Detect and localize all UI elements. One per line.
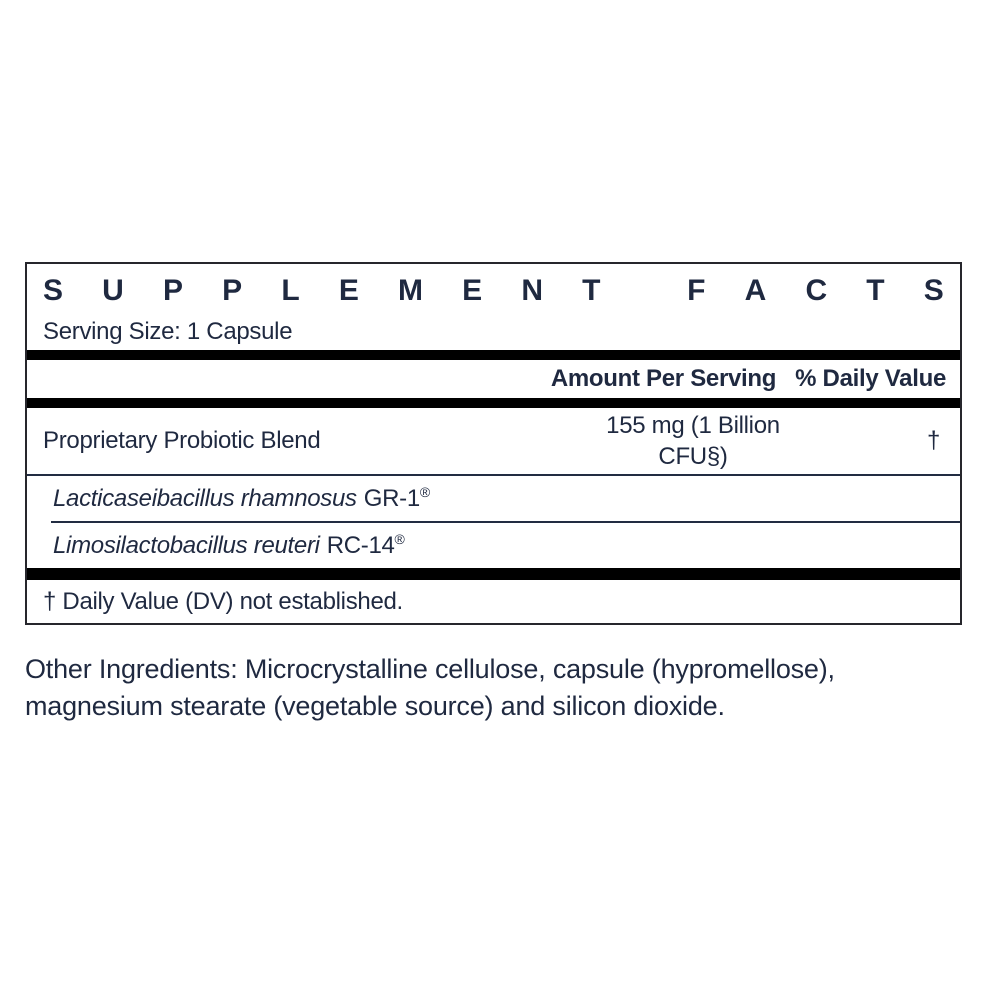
column-header-row [27,360,960,398]
registered-trademark-symbol: ® [394,530,405,547]
blend-name: Proprietary Probiotic Blend [43,427,321,454]
separator-bar-top [27,350,960,360]
panel-title: S U P P L E M E N T F A C T S [43,273,944,307]
other-ingredients-paragraph [25,651,835,725]
other-ingredients-line2: magnesium stearate (vegetable source) and silicon dioxide. [25,691,725,721]
serving-size: Serving Size: 1 Capsule [43,318,293,345]
daily-value-header: % Daily Value [795,365,946,392]
blend-amount-line1: 155 mg (1 Billion [606,412,780,439]
separator-bar-header [27,398,960,408]
strain-code [327,532,405,560]
strain-code [364,485,430,513]
blend-amount [533,410,853,472]
blend-daily-value-dagger: † [926,427,940,454]
strain-code-text: RC-14 [326,531,395,559]
other-ingredients-line1: Other Ingredients: Microcrystalline cellulose, capsule (hypromellose), [25,654,835,684]
strain-species-name: Lacticaseibacillus rhamnosus [53,484,357,512]
strain-row-reuteri [27,523,960,568]
daily-value-footnote: † Daily Value (DV) not established. [43,587,403,615]
amount-per-serving-header: Amount Per Serving [550,365,777,392]
strain-species-name: Limosilactobacillus reuteri [53,531,320,559]
strain-code-text: GR-1 [363,484,420,512]
registered-trademark-symbol: ® [419,483,430,500]
blend-amount-line2: CFU§) [658,443,728,470]
supplement-facts-panel [25,262,962,625]
strain-row-rhamnosus [27,476,960,521]
blend-row [27,408,960,474]
separator-bar-bottom [27,568,960,580]
